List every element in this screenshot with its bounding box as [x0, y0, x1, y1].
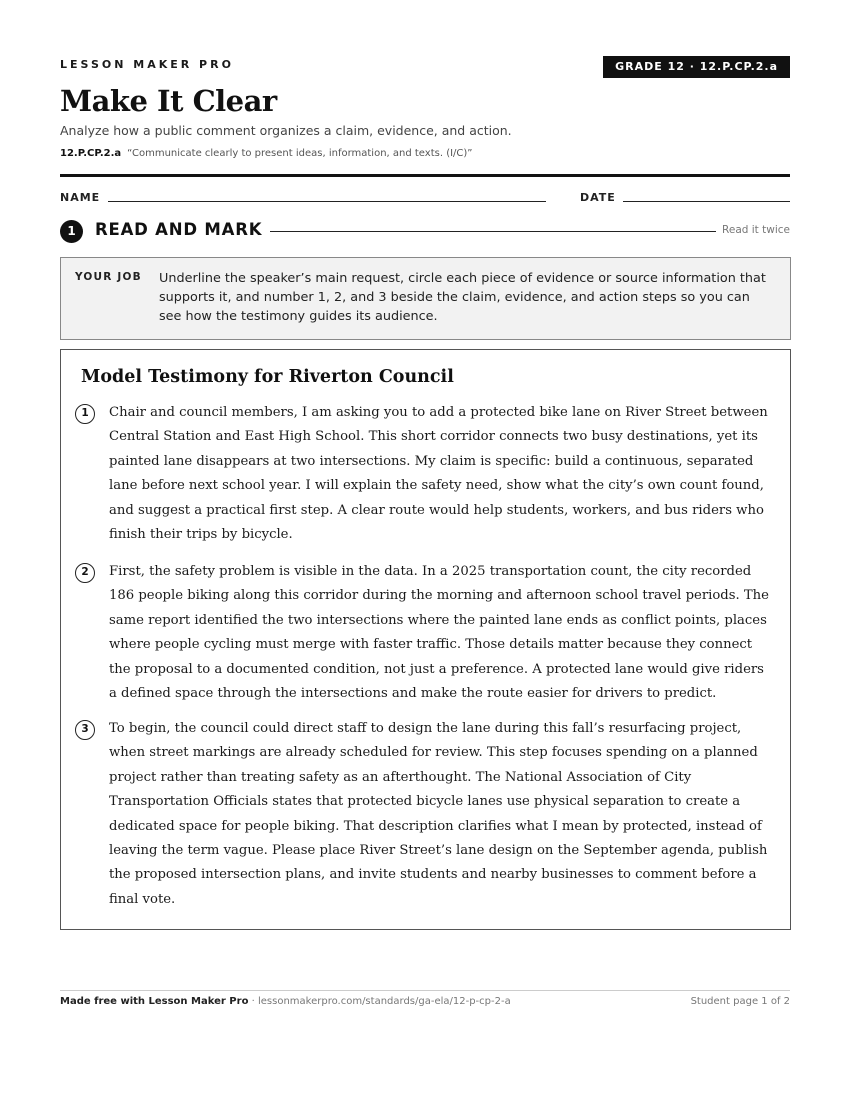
page-subtitle: Analyze how a public comment organizes a claim, evidence, and action. — [60, 123, 512, 138]
section-note: Read it twice — [722, 224, 790, 236]
brand-name: LESSON MAKER PRO — [60, 58, 234, 71]
paragraph-text: First, the safety problem is visible in the data. In a 2025 transportation count, the city recorded 186 people biking along this corridor during the morning and afternoon school travel periods. The same report identified the two intersections where the painted lane ends as conflict points, places where people cycling must merge with faster traffic. Those details matter because they connect the proposal to a documented condition, not just a preference. A protected lane would give riders a defined space through the intersections and make the route easier for drivers to predict. — [109, 564, 769, 702]
footer-divider — [60, 990, 790, 991]
name-label: NAME — [60, 191, 101, 204]
name-field[interactable] — [108, 201, 546, 202]
instructions-label: YOUR JOB — [75, 271, 142, 283]
paragraph-text: To begin, the council could direct staff to design the lane during this fall’s resurfacing project, when street markings are already scheduled for review. This step focuses spending on a planned project rather than treating safety as an afterthought. The National Association of City Transportation Officials states that protected bicycle lanes use physical separation to create a dedicated space for people biking. That description clarifies what I mean by protected, instead of leaving the term vague. Please place River Street’s lane design on the September agenda, publish the proposed intersection plans, and invite students and nearby businesses to comment before a final vote. — [109, 721, 768, 907]
passage-title: Model Testimony for Riverton Council — [81, 367, 454, 387]
page-title: Make It Clear — [60, 84, 277, 118]
paragraph-number-badge: 3 — [75, 720, 95, 740]
footer-made-free: Made free with Lesson Maker Pro — [60, 996, 249, 1007]
paragraph-number-badge: 1 — [75, 404, 95, 424]
paragraph-text: Chair and council members, I am asking you to add a protected bike lane on River Street between Central Station and East High School. This short corridor connects two busy destinations, yet its painted lane disappears at two intersections. My claim is specific: build a continuous, separated lane before next school year. I will explain the safety need, show what the city’s own count found, and suggest a practical first step. A clear route would help students, workers, and bus riders who finish their trips by bicycle. — [109, 405, 768, 543]
footer-credit — [60, 996, 511, 1007]
standard-code: 12.P.CP.2.a — [60, 148, 122, 159]
standard-text: “Communicate clearly to present ideas, information, and texts. (I/C)” — [127, 148, 473, 159]
header-divider — [60, 174, 790, 177]
grade-badge: GRADE 12 · 12.P.CP.2.a — [603, 56, 790, 78]
footer-url[interactable]: · lessonmakerpro.com/standards/ga-ela/12-p-cp-2-a — [248, 996, 511, 1007]
standard-line — [60, 148, 472, 159]
footer-page-number: Student page 1 of 2 — [690, 996, 790, 1007]
instructions-text: Underline the speaker’s main request, circle each piece of evidence or source information that supports it, and number 1, 2, and 3 beside the claim, evidence, and action steps so you can see how the testimony guides its audience. — [159, 271, 766, 324]
instructions-box — [60, 257, 791, 340]
section-title: READ AND MARK — [95, 220, 263, 239]
name-date-row — [60, 191, 790, 205]
page-header — [60, 56, 790, 78]
passage-box — [60, 349, 791, 930]
section-header — [60, 219, 790, 243]
section-divider — [270, 231, 716, 232]
date-field[interactable] — [623, 201, 790, 202]
date-label: DATE — [580, 191, 616, 204]
paragraph-number-badge: 2 — [75, 563, 95, 583]
section-number-badge: 1 — [60, 220, 83, 243]
